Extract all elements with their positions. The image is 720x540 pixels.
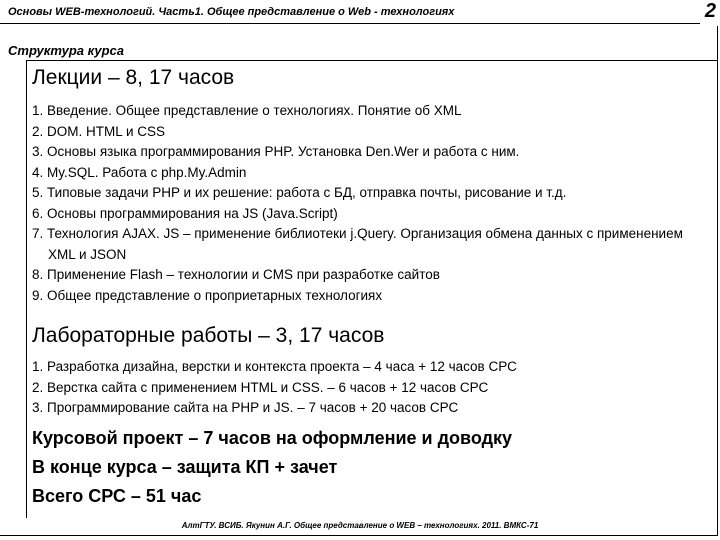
lectures-heading: Лекции – 8, 17 часов xyxy=(32,66,235,89)
slide-footer: АлтГТУ. ВСИБ. Якунин А.Г. Общее представление о WEB – технологиях. 2011. ВМКС-71 xyxy=(181,521,539,530)
slide-number: 2 xyxy=(704,0,716,22)
slide-header xyxy=(0,0,720,26)
total-srs-line: Всего СРС – 51 час xyxy=(32,486,202,506)
list-item: 7. Технология AJAX. JS – применение библиотеки j.Query. Организация обмена данных с применением XML и JSON xyxy=(32,226,683,262)
labs-list xyxy=(32,357,708,419)
list-item: 6. Основы программирования на JS (Java.Script) xyxy=(32,205,338,221)
list-item: 3. Основы языка программирования PHP. Установка Den.Wer и работа с ним. xyxy=(32,144,520,159)
list-item: 2. Верстка сайта с применением HTML и CSS. – 6 часов + 12 часов СРС xyxy=(32,379,489,395)
list-item: 3. Программирование сайта на PHP и JS. – 7 часов + 20 часов СРС xyxy=(32,400,459,415)
list-item: 5. Типовые задачи PHP и их решение: работа с БД, отправка почты, рисование и т.д. xyxy=(32,185,567,200)
list-item: 4. My.SQL. Работа с php.My.Admin xyxy=(32,164,247,180)
list-item: 1. Разработка дизайна, верстки и контекста проекта – 4 часа + 12 часов СРС xyxy=(32,359,517,374)
header-divider xyxy=(0,23,700,24)
list-item: 1. Введение. Общее представление о технологиях. Понятие об XML xyxy=(32,103,462,118)
section-label: Структура курса xyxy=(8,43,124,58)
list-item: 9. Общее представление о проприетарных технологиях xyxy=(32,287,383,303)
labs-heading: Лабораторные работы – 3, 17 часов xyxy=(32,324,385,347)
lectures-list xyxy=(32,101,708,306)
final-defense-line: В конце курса – защита КП + зачет xyxy=(32,457,338,477)
list-item: 8. Применение Flash – технологии и CMS при разработке сайтов xyxy=(32,267,440,282)
course-project-line: Курсовой проект – 7 часов на оформление и доводку xyxy=(32,428,513,448)
header-title: Основы WEB-технологий. Часть1. Общее представление о Web - технологиях xyxy=(8,6,455,18)
list-item: 2. DOM. HTML и CSS xyxy=(32,123,166,139)
